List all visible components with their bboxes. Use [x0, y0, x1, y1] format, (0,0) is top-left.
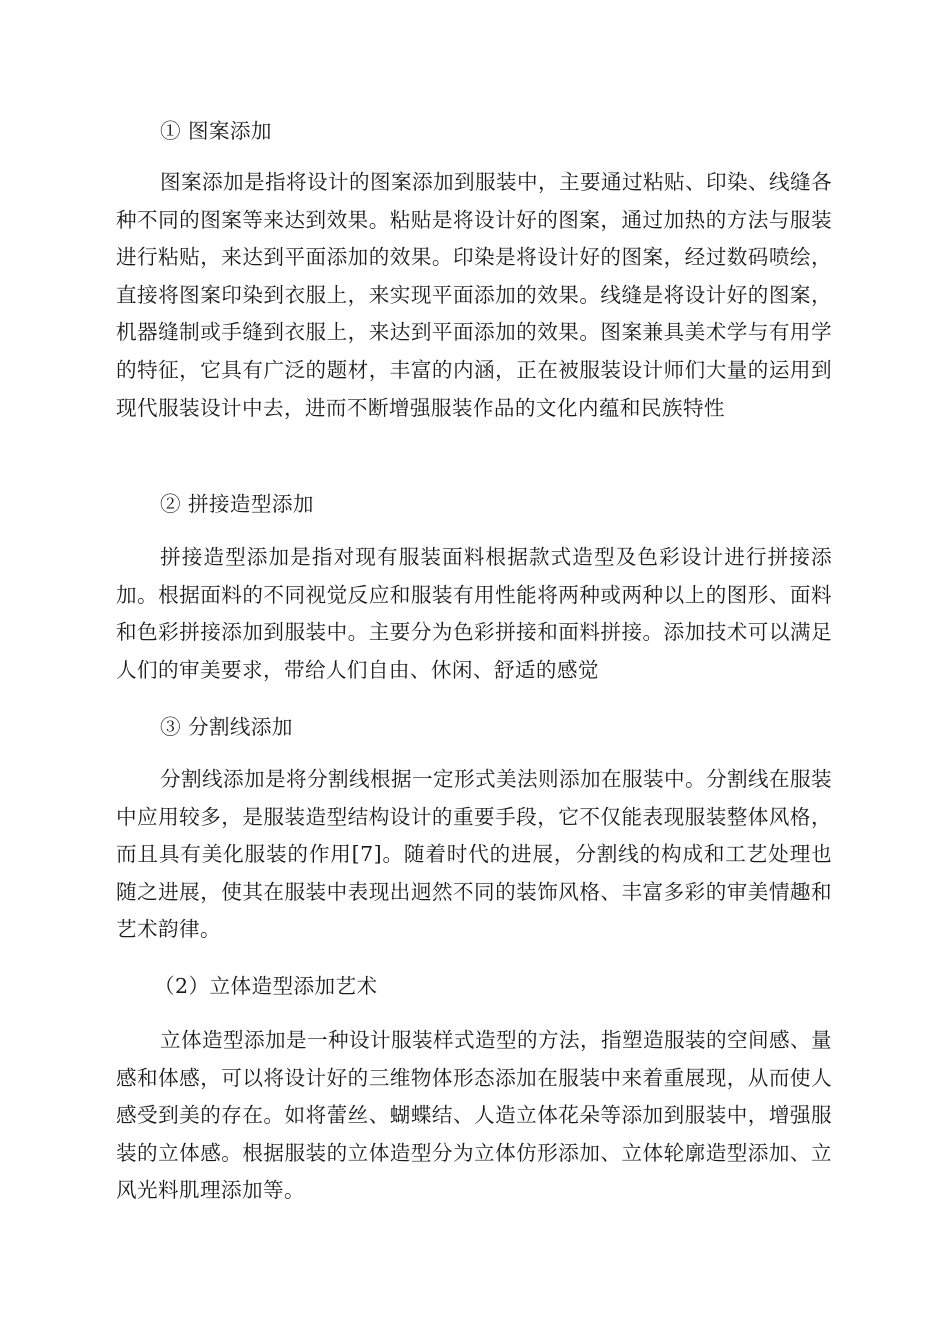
- paragraph-splicing-addition: 拼接造型添加是指对现有服装面料根据款式造型及色彩设计进行拼接添加。根据面料的不同视觉反应和服装有用性能将两种或两种以上的图形、面料和色彩拼接添加到服装中。主要分为色彩拼接和面料拼接。添加技术可以满足人们的审美要求，带给人们自由、休闲、舒适的感觉: [116, 545, 832, 682]
- paragraph-dividing-line-addition: 分割线添加是将分割线根据一定形式美法则添加在服装中。分割线在服装中应用较多，是服装造型结构设计的重要手段，它不仅能表现服装整体风格，而且具有美化服装的作用[7]。随着时代的进展，分割线的构成和工艺处理也随之进展，使其在服装中表现出迥然不同的装饰风格、丰富多彩的审美情趣和艺术韵律。: [116, 767, 832, 942]
- heading-3d-shape-addition: （2）立体造型添加艺术: [154, 974, 378, 998]
- paragraph-3d-shape-addition: 立体造型添加是一种设计服装样式造型的方法，指塑造服装的空间感、量感和体感，可以将设计好的三维物体形态添加在服装中来着重展现，从而使人感受到美的存在。如将蕾丝、蝴蝶结、人造立体花朵等添加到服装中，增强服装的立体感。根据服装的立体造型分为立体仿形添加、立体轮廓造型添加、立风光料肌理添加等。: [116, 1028, 832, 1203]
- heading-pattern-addition: ① 图案添加: [160, 119, 272, 143]
- heading-dividing-line-addition: ③ 分割线添加: [160, 715, 293, 739]
- heading-splicing-addition: ② 拼接造型添加: [160, 492, 314, 516]
- paragraph-pattern-addition: 图案添加是指将设计的图案添加到服装中，主要通过粘贴、印染、线缝各种不同的图案等来达到效果。粘贴是将设计好的图案，通过加热的方法与服装进行粘贴，来达到平面添加的效果。印染是将设计好的图案，经过数码喷绘，直接将图案印染到衣服上，来实现平面添加的效果。线缝是将设计好的图案，机器缝制或手缝到衣服上，来达到平面添加的效果。图案兼具美术学与有用学的特征，它具有广泛的题材，丰富的内涵，正在被服装设计师们大量的运用到现代服装设计中去，进而不断增强服装作品的文化内蕴和民族特性: [116, 170, 832, 420]
